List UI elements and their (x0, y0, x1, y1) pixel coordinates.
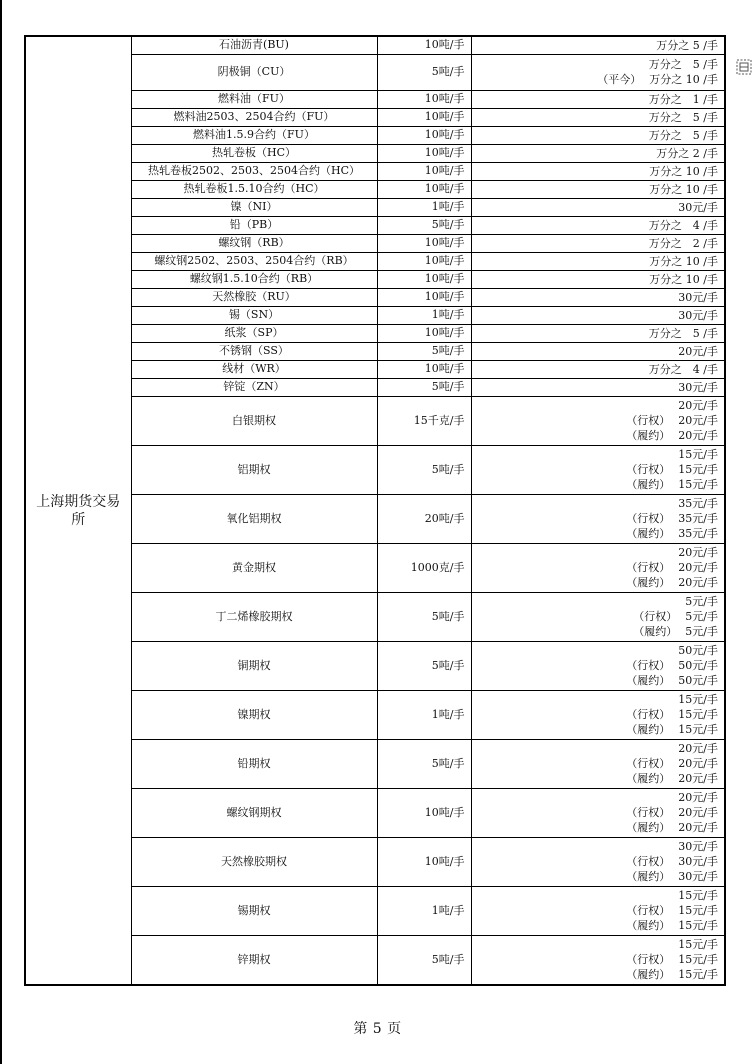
contract-unit-cell: 1吨/手 (377, 690, 471, 739)
fee-line (478, 643, 719, 658)
fee-line (478, 308, 719, 323)
contract-unit-cell: 10吨/手 (377, 36, 471, 54)
fee-line (478, 254, 719, 269)
fee-value: 30元/手 (678, 840, 718, 853)
fee-cell (471, 641, 725, 690)
fee-line (478, 624, 719, 639)
contract-unit-cell: 10吨/手 (377, 144, 471, 162)
contract-unit-cell: 1吨/手 (377, 306, 471, 324)
contract-unit-cell: 5吨/手 (377, 378, 471, 396)
fee-line (478, 182, 719, 197)
fee-cell (471, 360, 725, 378)
screenshot-select-icon[interactable] (735, 58, 753, 76)
product-name-cell: 锡期权 (131, 886, 377, 935)
fee-line (478, 805, 719, 820)
fee-value: 50元/手 (678, 674, 718, 687)
fee-type-label: （履约） (626, 772, 671, 785)
fee-value: 35元/手 (678, 527, 718, 540)
fee-line (478, 511, 719, 526)
fee-value: 15元/手 (678, 968, 718, 982)
fee-line (478, 164, 719, 179)
exchange-name-cell: 上海期货交易所 (25, 36, 131, 985)
contract-unit-cell: 10吨/手 (377, 788, 471, 837)
fee-line (478, 200, 719, 215)
fee-type-label: （履约） (626, 429, 671, 442)
fee-line (478, 756, 719, 771)
fee-cell (471, 543, 725, 592)
contract-unit-cell: 10吨/手 (377, 252, 471, 270)
product-name-cell: 螺纹钢（RB） (131, 234, 377, 252)
fee-cell (471, 378, 725, 396)
fee-line (478, 218, 719, 233)
fee-value: 15元/手 (678, 904, 718, 917)
contract-unit-cell: 5吨/手 (377, 445, 471, 494)
contract-unit-cell: 10吨/手 (377, 270, 471, 288)
fee-line (478, 658, 719, 673)
product-name-cell: 天然橡胶（RU） (131, 288, 377, 306)
fee-value: 万分之 10 /手 (649, 182, 718, 196)
fee-value: 20元/手 (678, 806, 718, 819)
fee-value: 5元/手 (685, 610, 718, 623)
fee-value: 15元/手 (678, 478, 718, 491)
product-name-cell: 锌锭（ZN） (131, 378, 377, 396)
fee-cell (471, 342, 725, 360)
fee-line (478, 38, 719, 53)
fee-line (478, 362, 719, 377)
page-number: 第 5 页 (353, 1021, 402, 1037)
fee-value: 30元/手 (678, 308, 718, 322)
fee-cell (471, 126, 725, 144)
fee-value: 15元/手 (678, 919, 718, 932)
contract-unit-cell: 20吨/手 (377, 494, 471, 543)
fee-type-label: （履约） (626, 968, 671, 982)
fee-line (478, 272, 719, 287)
fee-value: 20元/手 (678, 344, 718, 358)
fee-line (478, 545, 719, 560)
fee-line (478, 903, 719, 918)
fee-value: 15元/手 (678, 708, 718, 721)
fee-type-label: （行权） (626, 855, 671, 868)
fee-value: 15元/手 (678, 693, 718, 706)
contract-unit-cell: 5吨/手 (377, 54, 471, 90)
product-name-cell: 阴极铜（CU） (131, 54, 377, 90)
fee-value: 20元/手 (678, 821, 718, 834)
contract-unit-cell: 5吨/手 (377, 739, 471, 788)
fee-value: 30元/手 (678, 855, 718, 868)
fee-line (478, 820, 719, 835)
fee-cell (471, 216, 725, 234)
fee-value: 15元/手 (678, 463, 718, 476)
fee-value: 15元/手 (678, 723, 718, 736)
fee-value: 20元/手 (678, 772, 718, 785)
fee-value: 5元/手 (685, 595, 718, 608)
contract-unit-cell: 5吨/手 (377, 592, 471, 641)
fee-type-label: （行权） (626, 561, 671, 574)
fee-value: 万分之 4 /手 (648, 218, 718, 232)
fee-line (478, 496, 719, 511)
fee-line (478, 722, 719, 737)
fee-cell (471, 396, 725, 445)
fee-value: 20元/手 (678, 757, 718, 770)
fee-value: 20元/手 (678, 791, 718, 804)
fee-line (478, 290, 719, 305)
fee-type-label: （平今） (597, 73, 642, 86)
product-name-cell: 铜期权 (131, 641, 377, 690)
fee-line (478, 146, 719, 161)
contract-unit-cell: 15千克/手 (377, 396, 471, 445)
product-name-cell: 石油沥青(BU) (131, 36, 377, 54)
fee-type-label: （行权） (633, 610, 678, 623)
fee-value: 万分之 2 /手 (656, 146, 718, 160)
fee-table (24, 35, 726, 986)
fee-type-label: （履约） (626, 527, 671, 540)
product-name-cell: 天然橡胶期权 (131, 837, 377, 886)
fee-line (478, 741, 719, 756)
fee-line (478, 462, 719, 477)
fee-cell (471, 592, 725, 641)
fee-value: 万分之 2 /手 (648, 236, 718, 250)
fee-type-label: （行权） (626, 806, 671, 819)
fee-line (478, 869, 719, 884)
fee-cell (471, 739, 725, 788)
fee-cell (471, 837, 725, 886)
fee-cell (471, 36, 725, 54)
fee-value: 15元/手 (678, 953, 718, 967)
product-name-cell: 螺纹钢1.5.10合约（RB） (131, 270, 377, 288)
fee-value: 万分之 10 /手 (649, 254, 718, 268)
fee-value: 万分之 5 /手 (648, 110, 718, 124)
fee-type-label: （履约） (626, 576, 671, 589)
fee-cell (471, 886, 725, 935)
fee-cell (471, 788, 725, 837)
fee-value: 35元/手 (678, 512, 718, 525)
fee-type-label: （履约） (626, 674, 671, 687)
fee-value: 20元/手 (678, 414, 718, 427)
fee-value: 15元/手 (678, 938, 718, 952)
fee-line (478, 380, 719, 395)
product-name-cell: 不锈钢（SS） (131, 342, 377, 360)
product-name-cell: 黄金期权 (131, 543, 377, 592)
fee-cell (471, 690, 725, 739)
fee-type-label: （履约） (626, 919, 671, 932)
fee-line (478, 673, 719, 688)
contract-unit-cell: 10吨/手 (377, 108, 471, 126)
fee-cell (471, 306, 725, 324)
fee-value: 万分之 10 /手 (649, 272, 718, 286)
fee-value: 万分之 5 /手 (656, 38, 718, 52)
fee-line (478, 477, 719, 492)
fee-line (478, 57, 719, 72)
product-name-cell: 螺纹钢期权 (131, 788, 377, 837)
contract-unit-cell: 5吨/手 (377, 935, 471, 985)
product-name-cell: 铝期权 (131, 445, 377, 494)
product-name-cell: 纸浆（SP） (131, 324, 377, 342)
fee-line (478, 236, 719, 251)
fee-value: 50元/手 (678, 644, 718, 657)
fee-value: 万分之 5 /手 (648, 128, 718, 142)
fee-line (478, 92, 719, 107)
fee-line (478, 326, 719, 341)
contract-unit-cell: 1000克/手 (377, 543, 471, 592)
fee-type-label: （履约） (633, 625, 678, 638)
fee-value: 30元/手 (678, 290, 718, 304)
fee-type-label: （履约） (626, 821, 671, 834)
fee-line (478, 854, 719, 869)
product-name-cell: 燃料油1.5.9合约（FU） (131, 126, 377, 144)
fee-value: 30元/手 (678, 380, 718, 394)
contract-unit-cell: 5吨/手 (377, 342, 471, 360)
fee-cell (471, 108, 725, 126)
fee-value: 万分之 4 /手 (648, 362, 718, 376)
fee-value: 20元/手 (678, 742, 718, 755)
fee-line (478, 344, 719, 359)
contract-unit-cell: 10吨/手 (377, 90, 471, 108)
contract-unit-cell: 10吨/手 (377, 288, 471, 306)
fee-cell (471, 180, 725, 198)
fee-value: 15元/手 (678, 448, 718, 461)
product-name-cell: 线材（WR） (131, 360, 377, 378)
fee-type-label: （履约） (626, 478, 671, 491)
fee-line (478, 707, 719, 722)
product-name-cell: 锡（SN） (131, 306, 377, 324)
fee-line (478, 937, 719, 952)
fee-cell (471, 252, 725, 270)
fee-line (478, 594, 719, 609)
fee-type-label: （行权） (626, 953, 671, 967)
contract-unit-cell: 10吨/手 (377, 162, 471, 180)
fee-line (478, 447, 719, 462)
fee-line (478, 428, 719, 443)
fee-line (478, 888, 719, 903)
fee-value: 5元/手 (685, 625, 718, 638)
fee-cell (471, 935, 725, 985)
fee-value: 30元/手 (678, 870, 718, 883)
fee-value: 20元/手 (678, 561, 718, 574)
fee-line (478, 918, 719, 933)
product-name-cell: 镍（NI） (131, 198, 377, 216)
product-name-cell: 锌期权 (131, 935, 377, 985)
product-name-cell: 白银期权 (131, 396, 377, 445)
fee-type-label: （履约） (626, 723, 671, 736)
contract-unit-cell: 1吨/手 (377, 198, 471, 216)
fee-type-label: （行权） (626, 414, 671, 427)
fee-line (478, 413, 719, 428)
fee-line (478, 110, 719, 125)
product-name-cell: 铅期权 (131, 739, 377, 788)
contract-unit-cell: 1吨/手 (377, 886, 471, 935)
fee-cell (471, 198, 725, 216)
contract-unit-cell: 5吨/手 (377, 216, 471, 234)
fee-cell (471, 445, 725, 494)
fee-value: 20元/手 (678, 546, 718, 559)
contract-unit-cell: 10吨/手 (377, 360, 471, 378)
fee-cell (471, 288, 725, 306)
fee-line (478, 526, 719, 541)
fee-cell (471, 162, 725, 180)
contract-unit-cell: 10吨/手 (377, 837, 471, 886)
fee-type-label: （行权） (626, 757, 671, 770)
fee-line (478, 839, 719, 854)
fee-value: 20元/手 (678, 399, 718, 412)
fee-line (478, 692, 719, 707)
fee-value: 35元/手 (678, 497, 718, 510)
product-name-cell: 燃料油（FU） (131, 90, 377, 108)
fee-line (478, 771, 719, 786)
fee-type-label: （行权） (626, 512, 671, 525)
fee-value: 万分之 1 /手 (648, 92, 718, 106)
page-left-border (0, 0, 2, 1064)
product-name-cell: 热轧卷板1.5.10合约（HC） (131, 180, 377, 198)
fee-value: 万分之 10 /手 (649, 164, 718, 178)
product-name-cell: 螺纹钢2502、2503、2504合约（RB） (131, 252, 377, 270)
fee-type-label: （行权） (626, 659, 671, 672)
fee-cell (471, 54, 725, 90)
contract-unit-cell: 10吨/手 (377, 126, 471, 144)
fee-value: 万分之 5 /手 (648, 58, 718, 71)
fee-type-label: （行权） (626, 708, 671, 721)
fee-cell (471, 270, 725, 288)
fee-line (478, 560, 719, 575)
contract-unit-cell: 10吨/手 (377, 324, 471, 342)
fee-line (478, 790, 719, 805)
contract-unit-cell: 5吨/手 (377, 641, 471, 690)
fee-line (478, 967, 719, 982)
fee-line (478, 609, 719, 624)
product-name-cell: 燃料油2503、2504合约（FU） (131, 108, 377, 126)
fee-value: 20元/手 (678, 429, 718, 442)
fee-line (478, 575, 719, 590)
fee-value: 30元/手 (678, 200, 718, 214)
fee-value: 15元/手 (678, 889, 718, 902)
fee-value: 20元/手 (678, 576, 718, 589)
fee-value: 50元/手 (678, 659, 718, 672)
contract-unit-cell: 10吨/手 (377, 180, 471, 198)
fee-cell (471, 144, 725, 162)
fee-line (478, 952, 719, 967)
fee-cell (471, 494, 725, 543)
fee-line (478, 398, 719, 413)
product-name-cell: 氧化铝期权 (131, 494, 377, 543)
fee-line (478, 128, 719, 143)
fee-cell (471, 234, 725, 252)
fee-value: 万分之 10 /手 (649, 73, 718, 86)
product-name-cell: 丁二烯橡胶期权 (131, 592, 377, 641)
fee-type-label: （行权） (626, 463, 671, 476)
product-name-cell: 铅（PB） (131, 216, 377, 234)
product-name-cell: 热轧卷板2502、2503、2504合约（HC） (131, 162, 377, 180)
product-name-cell: 镍期权 (131, 690, 377, 739)
fee-line (478, 72, 719, 87)
table-row (25, 36, 725, 54)
contract-unit-cell: 10吨/手 (377, 234, 471, 252)
fee-type-label: （行权） (626, 904, 671, 917)
fee-value: 万分之 5 /手 (648, 326, 718, 340)
fee-cell (471, 324, 725, 342)
product-name-cell: 热轧卷板（HC） (131, 144, 377, 162)
fee-type-label: （履约） (626, 870, 671, 883)
fee-cell (471, 90, 725, 108)
